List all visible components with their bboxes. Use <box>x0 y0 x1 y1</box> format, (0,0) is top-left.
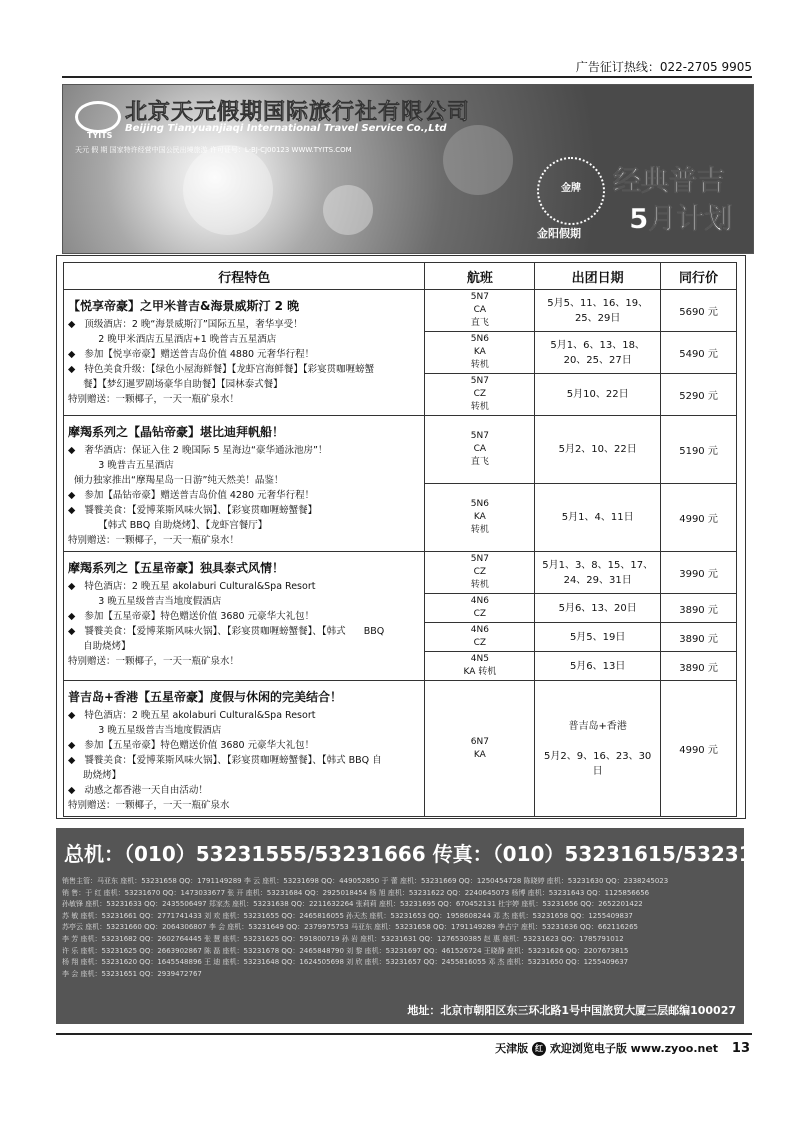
banner-title: 经典普吉 <box>613 164 726 197</box>
itinerary-line: 倾力独家推出“摩羯星岛一日游”纯天然美！晶鉴！ <box>68 475 284 486</box>
price: 3890 元 <box>661 623 737 652</box>
flight-cell <box>425 652 535 681</box>
flight-line: 5N7 <box>470 554 489 564</box>
flight-line: 5N7 <box>470 431 489 441</box>
flight-line: KA <box>473 749 486 760</box>
flight-cell <box>425 594 535 623</box>
flight-line: CZ <box>473 609 487 619</box>
itinerary-title: 【悦享帝豪】之甲米普吉&海景威斯汀 2 晚 <box>68 299 300 313</box>
contact-panel <box>56 828 795 1024</box>
flight-line: CA <box>473 305 487 315</box>
flight-line: CZ <box>473 389 487 399</box>
flight-line: 转机 <box>470 525 489 535</box>
bokeh-light <box>183 145 273 235</box>
flight-line: 6N7 <box>470 736 489 747</box>
flight-cell <box>425 332 535 374</box>
flight-line: KA <box>473 512 486 522</box>
seal-text: 金牌 <box>561 183 581 194</box>
brand-tag: 金阳假期 <box>537 227 581 240</box>
itinerary-line: ◆ 参加【悦享帝豪】赠送普吉岛价值 4880 元奢华行程！ <box>68 349 315 360</box>
price: 5290 元 <box>661 374 737 416</box>
price: 3990 元 <box>661 552 737 594</box>
itinerary-line: 餐】【梦幻暹罗剧场豪华自助餐】【园林泰式餐】 <box>68 379 283 390</box>
flight-line: 5N6 <box>470 499 489 509</box>
price: 3890 元 <box>661 594 737 623</box>
itinerary-line: ◆ 饕餮美食：【爱博莱斯风味火锅】、【彩宴贯咖喱螃蟹餐】、【韩式 BBQ 自 <box>68 755 382 766</box>
header-flight: 航班 <box>425 263 535 290</box>
flight-line: 直飞 <box>470 457 489 467</box>
company-name-cn: 北京天元假期国际旅行社有限公司 <box>125 100 471 125</box>
itinerary-table <box>63 262 737 817</box>
itinerary-features <box>64 681 425 817</box>
departure-dates: 5月5、11、16、19、25、29日 <box>535 290 661 332</box>
page-number: 13 <box>731 1041 750 1056</box>
staff-row: 杨 翔 座机：53231620 QQ：1645548896 王 迪 座机：53231648 QQ：1624505698 刘 欣 座机：53231657 QQ：2455816055 邓 杰 座机：53231650 QQ：1255409637 <box>62 958 629 967</box>
table-header-row <box>64 263 737 290</box>
ad-hotline: 广告征订热线：022-2705 9905 <box>575 60 752 74</box>
flight-line: 直飞 <box>470 318 489 328</box>
price: 4990 元 <box>661 681 737 817</box>
itinerary-line: ◆ 奢华酒店：保证入住 2 晚国际 5 星海边“豪华通泳池房”！ <box>68 445 328 456</box>
itinerary-line: ◆ 特色酒店：2 晚五星 akolaburi Cultural&Spa Resort <box>68 581 316 592</box>
departure-dates: 5月2、10、22日 <box>535 416 661 484</box>
itinerary-features <box>64 290 425 416</box>
itinerary-line: ◆ 特色酒店：2 晚五星 akolaburi Cultural&Spa Resort <box>68 710 316 721</box>
flight-cell <box>425 552 535 594</box>
itinerary-line: 3 晚普吉五星酒店 <box>68 460 174 471</box>
main-phone-fax: 总机：（010）53231555/53231666 传真：（010）53231615/53231616 <box>64 842 795 866</box>
price: 4990 元 <box>661 484 737 552</box>
flight-cell <box>425 416 535 484</box>
departure-dates: 5月1、3、8、15、17、24、29、31日 <box>535 552 661 594</box>
bokeh-light <box>323 185 373 235</box>
flight-line: KA <box>473 347 486 357</box>
flight-cell <box>425 374 535 416</box>
flight-cell <box>425 623 535 652</box>
itinerary-title: 摩羯系列之【晶钻帝豪】堪比迪拜帆船！ <box>68 425 285 439</box>
itinerary-line: ◆ 参加【五星帝豪】特色赠送价值 3680 元豪华大礼包！ <box>68 740 315 751</box>
itinerary-line: ◆ 顶级酒店：2 晚“海景威斯汀”国际五星，奢华享受！ <box>68 319 303 330</box>
address: 地址：北京市朝阳区东三环北路1号中国旅贸大厦三层邮编100027 <box>407 1004 736 1017</box>
staff-row: 苏亭云 座机：53231660 QQ：2064306807 李 会 座机：53231649 QQ：2379975753 马亚东 座机：53231658 QQ：1791149289 李占宁 座机：53231636 QQ：662116265 <box>62 923 638 932</box>
staff-row: 孙敏锋 座机：53231633 QQ：2435506497 郑家杰 座机：53231638 QQ：2211632264 张莉莉 座机：53231695 QQ：670452131 杜宇婷 座机：53231656 QQ：2652201422 <box>62 900 643 909</box>
staff-row: 苏 敏 座机：53231661 QQ：2771741433 刘 欢 座机：53231655 QQ：2465816055 孙天杰 座机：53231653 QQ：1958608244 邓 杰 座机：53231658 QQ：1255409837 <box>62 911 633 920</box>
flight-line: 5N7 <box>470 292 489 302</box>
flight-cell <box>425 484 535 552</box>
itinerary-line: ◆ 参加【五星帝豪】特色赠送价值 3680 元豪华大礼包！ <box>68 611 315 622</box>
globe-icon <box>75 101 121 133</box>
itinerary-line: 3 晚五星级普吉当地度假酒店 <box>68 596 222 607</box>
staff-row: 销 售：于 红 座机：53231670 QQ：1473033677 张 开 座机：53231684 QQ：2925018454 杨 旭 座机：53231622 QQ：2240645073 杨博 座机：53231643 QQ：1125856656 <box>62 888 650 897</box>
logo-abbr: TYITS <box>87 131 113 140</box>
table-row <box>64 552 737 594</box>
itinerary-line: 特别赠送：一颗椰子，一天一瓶矿泉水！ <box>68 535 240 546</box>
table-row <box>64 290 737 332</box>
flight-line: 4N6 <box>470 625 489 635</box>
itinerary-line: 【韩式 BBQ 自助烧烤】、【龙虾宫餐厅】 <box>68 520 268 531</box>
flight-line: 转机 <box>470 402 489 412</box>
itinerary-line: 自助烧烤】 <box>68 641 131 652</box>
banner-subtitle: 5月计划 <box>629 202 733 235</box>
departure-dates: 5月6、13、20日 <box>535 594 661 623</box>
itinerary-line: ◆ 饕餮美食：【爱博莱斯风味火锅】、【彩宴贯咖喱螃蟹餐】、【韩式 BBQ <box>68 626 385 637</box>
staff-row: 许 乐 座机：53231625 QQ：2663902867 陈 磊 座机：53231678 QQ：2465848790 刘 黎 座机：53231697 QQ：461526724 王晓静 座机：53231626 QQ：2207673815 <box>62 946 629 955</box>
header-feature: 行程特色 <box>64 263 425 290</box>
staff-row: 李 会 座机：53231651 QQ：2939472767 <box>62 969 202 978</box>
header-date: 出团日期 <box>535 263 661 290</box>
departure-dates: 普吉岛+香港 5月2、9、16、23、30日 <box>535 681 661 817</box>
price: 5690 元 <box>661 290 737 332</box>
welcome-text[interactable]: 欢迎浏览电子版 www.zyoo.net <box>549 1042 719 1055</box>
itinerary-line: 特别赠送：一颗椰子，一天一瓶矿泉水！ <box>68 394 240 405</box>
departure-dates: 5月1、4、11日 <box>535 484 661 552</box>
flight-line: 5N7 <box>470 376 489 386</box>
flight-line: CZ <box>473 638 487 648</box>
company-name-en: Beijing Tianyuanjiaqi International Travel Service Co.,Ltd <box>125 123 447 134</box>
table-row <box>64 416 737 484</box>
itinerary-line: ◆ 特色美食升级：【绿色小屋海鲜餐】【龙虾宫海鲜餐】【彩宴贯咖喱螃蟹 <box>68 364 375 375</box>
itinerary-features <box>64 416 425 552</box>
price: 3890 元 <box>661 652 737 681</box>
price: 5190 元 <box>661 416 737 484</box>
flight-line: 转机 <box>470 580 489 590</box>
staff-list <box>62 876 738 980</box>
flight-line: KA 转机 <box>463 667 497 677</box>
itinerary-line: 2 晚甲米酒店五星酒店+1 晚普吉五星酒店 <box>68 334 277 345</box>
staff-row: 李 芳 座机：53231682 QQ：2602764445 张 慧 座机：53231625 QQ：591800719 孙 岩 座机：53231631 QQ：1276530385 赵 惠 座机：53231623 QQ：1785791012 <box>62 934 624 943</box>
footer <box>495 1040 750 1056</box>
departure-dates: 5月1、6、13、18、20、25、27日 <box>535 332 661 374</box>
flight-line: 4N5 <box>470 654 489 664</box>
itinerary-line: 特别赠送：一颗椰子，一天一瓶矿泉水 <box>68 800 230 811</box>
top-divider <box>62 76 752 78</box>
flight-line: 4N6 <box>470 596 489 606</box>
header-price: 同行价 <box>661 263 737 290</box>
flight-line: CZ <box>473 567 487 577</box>
flight-line: CA <box>473 444 487 454</box>
gold-seal-icon <box>537 157 605 225</box>
footer-divider <box>56 1033 752 1035</box>
departure-dates: 5月5、19日 <box>535 623 661 652</box>
license-info: 天元 假 期 国家特许经营中国公民出境旅游 许可证号：L-BJ-CJ00123 WWW.TYITS.COM <box>75 146 352 154</box>
departure-dates: 5月10、22日 <box>535 374 661 416</box>
price: 5490 元 <box>661 332 737 374</box>
flight-line: 5N6 <box>470 334 489 344</box>
itinerary-line: 助烧烤】 <box>68 770 122 781</box>
flight-cell <box>425 290 535 332</box>
itinerary-line: ◆ 动感之都香港一天自由活动！ <box>68 785 208 796</box>
itinerary-line: ◆ 饕餮美食：【爱博莱斯风味火锅】、【彩宴贯咖喱螃蟹餐】 <box>68 505 318 516</box>
itinerary-title: 摩羯系列之【五星帝豪】独具泰式风情！ <box>68 561 285 575</box>
banner <box>62 84 754 254</box>
itinerary-line: ◆ 参加【晶钻帝豪】赠送普吉岛价值 4280 元奢华行程！ <box>68 490 315 501</box>
flight-cell <box>425 681 535 817</box>
itinerary-line: 特别赠送：一颗椰子，一天一瓶矿泉水！ <box>68 656 240 667</box>
itinerary-title: 普吉岛+香港【五星帝豪】度假与休闲的完美结合！ <box>68 690 343 704</box>
itinerary-features <box>64 552 425 681</box>
itinerary-line: 3 晚五星级普吉当地度假酒店 <box>68 725 222 736</box>
departure-dates: 5月6、13日 <box>535 652 661 681</box>
red-badge-icon: 红 <box>532 1042 546 1056</box>
table-row <box>64 681 737 817</box>
edition-label: 天津版 <box>495 1042 529 1055</box>
flight-line: 转机 <box>470 360 489 370</box>
staff-row: 销售主管：马亚东 座机：53231658 QQ：1791149289 李 云 座机：53231698 QQ：449052850 于 蕾 座机：53231669 QQ：1250454728 陈晓婷 座机：53231630 QQ：2338245023 <box>62 877 669 885</box>
bokeh-light <box>443 125 513 195</box>
